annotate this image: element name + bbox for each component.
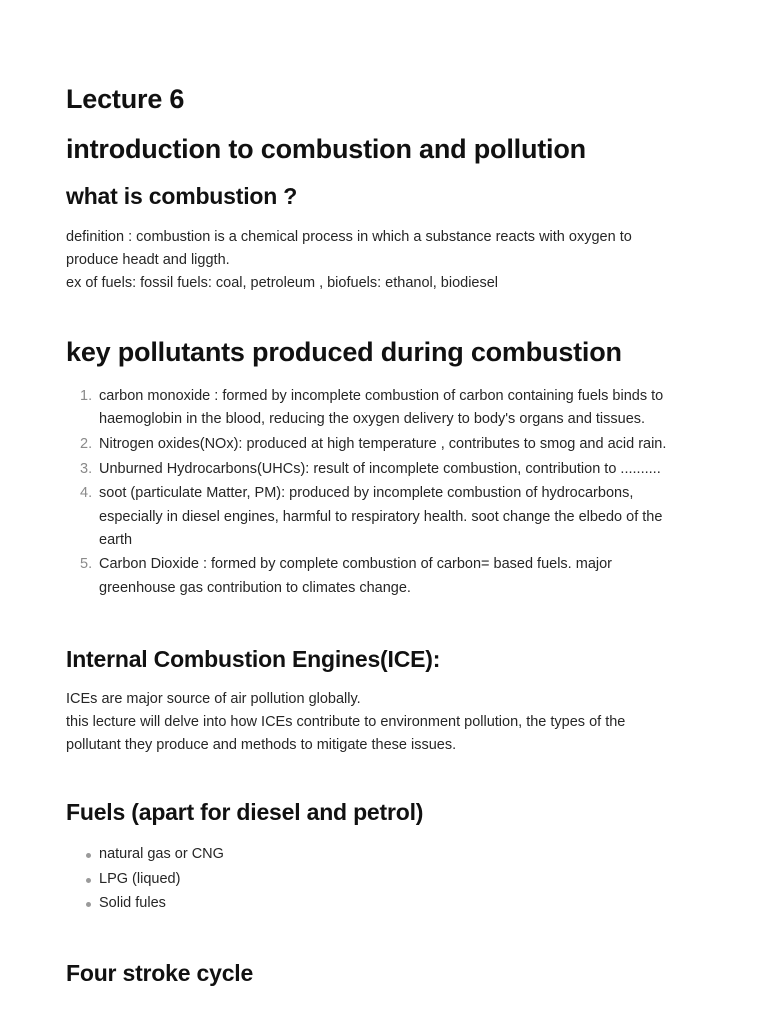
list-number: 2. [80, 435, 93, 452]
list-item-text: especially in diesel engines, harmful to respiratory health. soot change the elbedo of the [99, 508, 663, 525]
list-item-text: haemoglobin in the blood, reducing the oxygen delivery to body's organs and tissues. [99, 411, 646, 428]
lecture-title: Lecture 6 [66, 84, 185, 114]
list-item [66, 868, 224, 891]
four-stroke-heading: Four stroke cycle [66, 960, 254, 986]
bullet-icon [86, 902, 91, 907]
list-item [66, 458, 666, 481]
list-item [66, 433, 666, 456]
fuels-heading: Fuels (apart for diesel and petrol) [66, 799, 424, 825]
paragraph-line: ICEs are major source of air pollution globally. [66, 691, 361, 707]
list-item-text: Solid fules [99, 895, 166, 912]
list-item [66, 482, 666, 552]
fuels-list [66, 843, 224, 917]
list-number: 4. [80, 485, 93, 502]
ice-heading: Internal Combustion Engines(ICE): [66, 646, 441, 672]
pollutants-heading: key pollutants produced during combustion [66, 337, 622, 367]
list-item-text: earth [99, 531, 133, 548]
ice-description [66, 688, 625, 758]
list-item-text: greenhouse gas contribution to climates change. [99, 579, 411, 596]
paragraph-line: pollutant they produce and methods to mitigate these issues. [66, 737, 457, 754]
paragraph-line: definition : combustion is a chemical process in which a substance reacts with oxygen to [66, 229, 632, 245]
list-item-text: Unburned Hydrocarbons(UHCs): result of incomplete combustion, contribution to .......... [99, 460, 661, 477]
list-item-text: Carbon Dioxide : formed by complete combustion of carbon= based fuels. major [99, 556, 613, 573]
list-item [66, 385, 666, 431]
list-item-text: carbon monoxide : formed by incomplete combustion of carbon containing fuels binds to [99, 388, 664, 404]
combustion-heading: what is combustion ? [66, 183, 298, 209]
paragraph-line: produce headt and liggth. [66, 252, 230, 269]
list-item-text: natural gas or CNG [99, 846, 224, 862]
bullet-icon [86, 853, 91, 858]
list-item-text: soot (particulate Matter, PM): produced by incomplete combustion of hydrocarbons, [99, 485, 634, 502]
bullet-icon [86, 878, 91, 883]
list-item [66, 553, 666, 599]
list-number: 3. [80, 460, 93, 477]
list-number: 1. [80, 388, 93, 404]
paragraph-line: ex of fuels: fossil fuels: coal, petroleum , biofuels: ethanol, biodiesel [66, 275, 499, 292]
list-item-text: Nitrogen oxides(NOx): produced at high temperature , contributes to smog and acid rain. [99, 435, 667, 452]
combustion-definition [66, 226, 632, 296]
list-item-text: LPG (liqued) [99, 870, 181, 887]
list-item [66, 843, 224, 866]
list-number: 5. [80, 556, 93, 573]
paragraph-line: this lecture will delve into how ICEs contribute to environment pollution, the types of the [66, 714, 626, 731]
pollutants-list [66, 385, 666, 601]
main-title: introduction to combustion and pollution [66, 134, 586, 164]
list-item [66, 892, 224, 915]
